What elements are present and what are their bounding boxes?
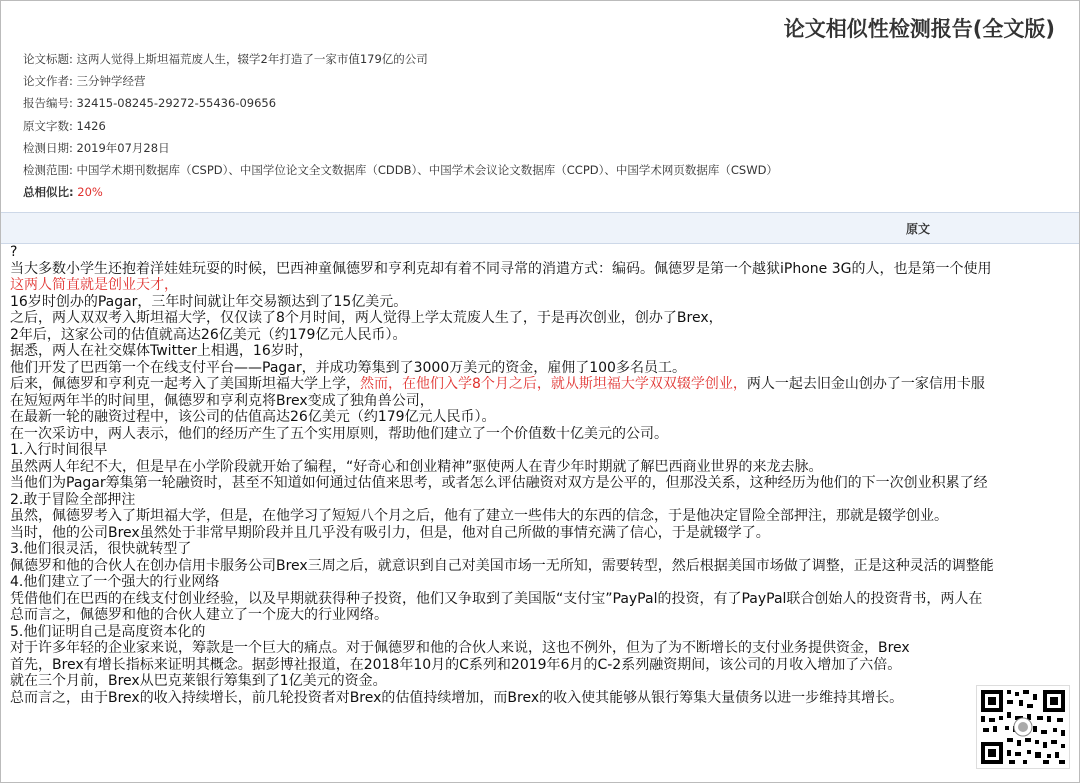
text-line: [10, 261, 1080, 278]
text-segment: 两人一起去旧金山创办了一家信用卡服: [746, 376, 985, 392]
text-segment: 1.入行时间很早: [10, 442, 108, 458]
qr-code: [976, 685, 1070, 769]
text-line: [10, 525, 1080, 542]
text-line: [10, 277, 1080, 294]
text-segment: 4.他们建立了一个强大的行业网络: [10, 574, 220, 590]
meta-value: 1426: [76, 118, 106, 133]
text-line: [10, 459, 1080, 476]
original-text-body: [10, 244, 1080, 706]
text-line: [10, 409, 1080, 426]
text-segment: 佩德罗和他的合伙人在创办信用卡服务公司Brex三周之后，就意识到自己对美国市场一无所知，需要转型，然后根据美国市场做了调整，正是这种灵活的调整能: [10, 557, 994, 574]
text-segment: 虽然两人年纪不大，但是早在小学阶段就开始了编程，“好奇心和创业精神”驱使两人在青少年时期就了解巴西商业世界的来龙去脉。: [10, 458, 823, 475]
text-line: [10, 360, 1080, 377]
text-line: [10, 244, 1080, 261]
text-line: [10, 310, 1080, 327]
meta-row-author: [23, 73, 778, 95]
text-segment: 在一次采访中，两人表示，他们的经历产生了五个实用原则，帮助他们建立了一个价值数十亿美元的公司。: [10, 425, 668, 442]
meta-value: 三分钟学经营: [76, 74, 146, 89]
meta-label: 论文作者:: [23, 74, 73, 89]
meta-label: 论文标题:: [23, 52, 73, 66]
meta-label: 报告编号:: [23, 96, 73, 111]
meta-row-date: [23, 140, 778, 162]
text-segment: 在最新一轮的融资过程中，该公司的估值高达26亿美元（约179亿元人民币）。: [10, 409, 496, 425]
text-line: [10, 574, 1080, 591]
meta-value: 这两人觉得上斯坦福荒废人生，辍学2年打造了一家市值179亿的公司: [76, 52, 428, 66]
text-line: [10, 591, 1080, 608]
text-segment: 2.敢于冒险全部押注: [10, 491, 136, 508]
text-segment: 就在三个月前，Brex从巴克莱银行筹集到了1亿美元的资金。: [10, 673, 387, 689]
meta-value: 32415-08245-29272-55436-09656: [76, 96, 277, 111]
table-header: [1, 212, 1080, 244]
text-line: [10, 343, 1080, 360]
text-segment: 16岁时创办的Pagar，三年时间就让年交易额达到了15亿美元。: [10, 293, 408, 310]
meta-row-title: [23, 51, 778, 73]
text-line: [10, 442, 1080, 459]
text-line: [10, 673, 1080, 690]
text-segment: 首先，Brex有增长指标来证明其概念。据彭博社报道，在2018年10月的C系列和2019年6月的C-2系列融资期间，该公司的月收入增加了六倍。: [10, 656, 902, 673]
column-header-original: 原文: [906, 222, 931, 236]
meta-value: 中国学术期刊数据库（CSPD）、中国学位论文全文数据库（CDDB）、中国学术会议论文数据库（CCPD）、中国学术网页数据库（CSWD）: [76, 162, 778, 177]
text-segment: 5.他们证明自己是高度资本化的: [10, 623, 206, 640]
meta-label: 检测范围:: [23, 162, 73, 177]
text-line: [10, 690, 1080, 707]
text-line: [10, 492, 1080, 509]
text-line: [10, 657, 1080, 674]
text-line: [10, 541, 1080, 558]
similar-text-highlight: 这两人简直就是创业天才，: [10, 277, 178, 293]
text-line: [10, 376, 1080, 393]
text-segment: ?: [10, 244, 18, 260]
text-segment: 总而言之，佩德罗和他的合伙人建立了一个庞大的行业网络。: [10, 607, 388, 623]
report-title: 论文相似性检测报告(全文版): [783, 17, 1055, 41]
meta-row-word-count: [23, 118, 778, 140]
similar-text-highlight: 然而，在他们入学8个月之后，就从斯坦福大学双双辍学创业，: [360, 376, 747, 392]
total-similarity-value: 20%: [77, 185, 103, 200]
text-segment: 3.他们很灵活，很快就转型了: [10, 541, 192, 557]
text-line: [10, 508, 1080, 525]
text-line: [10, 294, 1080, 311]
text-line: [10, 607, 1080, 624]
text-segment: 在短短两年半的时间里，佩德罗和亨利克将Brex变成了独角兽公司，: [10, 392, 434, 409]
meta-row-report-number: [23, 95, 778, 117]
text-segment: 据悉，两人在社交媒体Twitter上相遇，16岁时，: [10, 343, 313, 359]
text-segment: 后来，佩德罗和亨利克一起考入了美国斯坦福大学上学，: [10, 376, 360, 392]
meta-label: 检测日期:: [23, 140, 73, 155]
total-similarity-label: 总相似比:: [23, 185, 74, 200]
text-line: [10, 624, 1080, 641]
meta-row-total-similarity: [23, 184, 778, 206]
text-segment: 当他们为Pagar筹集第一轮融资时，甚至不知道如何通过估值来思考，或者怎么评估融资对双方是公平的，但那没关系，这种经历为他们的下一次创业积累了经: [10, 475, 988, 491]
text-line: [10, 640, 1080, 657]
text-line: [10, 426, 1080, 443]
text-segment: 虽然，佩德罗考入了斯坦福大学，但是，在他学习了短短八个月之后，他有了建立一些伟大的东西的信念，于是他决定冒险全部押注，那就是辍学创业。: [10, 508, 948, 524]
text-segment: 他们开发了巴西第一个在线支付平台——Pagar，并成功筹集到了3000万美元的资金，雇佣了100多名员工。: [10, 359, 686, 376]
text-segment: 当时，他的公司Brex虽然处于非常早期阶段并且几乎没有吸引力，但是，他对自己所做的事情充满了信心，于是就辍学了。: [10, 524, 770, 541]
qr-code-image: [977, 686, 1069, 768]
meta-row-scope: [23, 162, 778, 184]
text-line: [10, 393, 1080, 410]
text-line: [10, 475, 1080, 492]
meta-value: 2019年07月28日: [76, 140, 170, 155]
text-segment: 之后，两人双双考入斯坦福大学，仅仅读了8个月时间，两人觉得上学太荒废人生了，于是再次创业，创办了Brex，: [10, 310, 723, 326]
text-line: [10, 558, 1080, 575]
text-segment: 凭借他们在巴西的在线支付创业经验，以及早期就获得种子投资，他们又争取到了美国版“支付宝”PayPal的投资，有了PayPal联合创始人的投资背书，两人在: [10, 590, 983, 607]
text-line: [10, 327, 1080, 344]
text-segment: 2年后，这家公司的估值就高达26亿美元（约179亿元人民币）。: [10, 326, 407, 343]
text-segment: 对于许多年轻的企业家来说，筹款是一个巨大的痛点。对于佩德罗和他的合伙人来说，这也不例外，但为了为不断增长的支付业务提供资金，Brex: [10, 640, 910, 656]
meta-label: 原文字数:: [23, 118, 73, 133]
report-meta: [23, 51, 778, 206]
text-segment: 当大多数小学生还抱着洋娃娃玩耍的时候，巴西神童佩德罗和亨利克却有着不同寻常的消遣方式：编码。佩德罗是第一个越狱iPhone 3G的人，也是第一个使用: [10, 260, 992, 277]
text-segment: 总而言之，由于Brex的收入持续增长，前几轮投资者对Brex的估值持续增加，而Brex的收入使其能够从银行筹集大量债务以进一步维持其增长。: [10, 689, 904, 706]
